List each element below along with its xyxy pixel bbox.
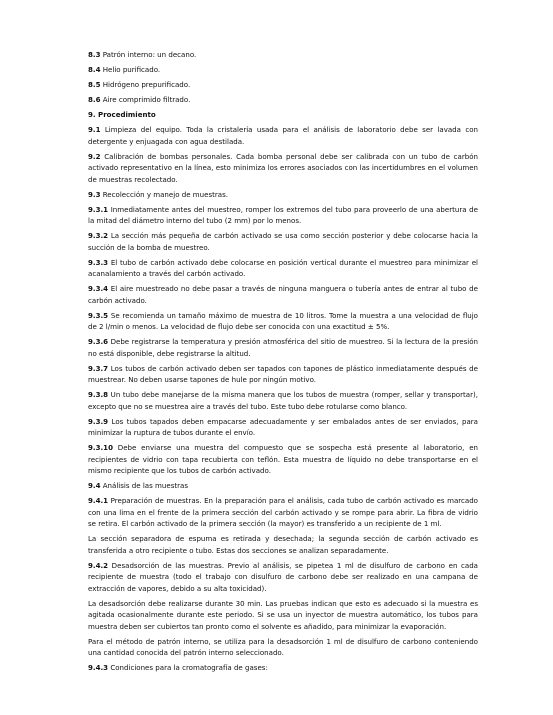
paragraph: [88, 230, 478, 253]
paragraph: [88, 416, 478, 439]
paragraph: [88, 389, 478, 412]
paragraph-text: Debe enviarse una muestra del compuesto que se sospecha está presente al laboratorio, en recipientes de vidrio con tapa recubierta con teflón. Esta muestra de líquido no debe transportarse en el mismo recipiente que los tubos de carbón activado.: [88, 443, 478, 476]
paragraph-text: Aire comprimido filtrado.: [100, 95, 191, 105]
section-number: 8.4: [88, 65, 101, 75]
paragraph-text: Se recomienda un tamaño máximo de muestra de 10 litros. Tome la muestra a una velocidad de flujo de 2 l/min o menos. La velocidad de flujo debe ser conocida con una exactitud ± 5%.: [88, 310, 478, 332]
paragraph: [88, 64, 478, 75]
paragraph: [88, 204, 478, 227]
section-number: 9.4: [88, 481, 101, 491]
paragraph: [88, 598, 478, 632]
paragraph: [88, 79, 478, 90]
paragraph: [88, 442, 478, 476]
paragraph-text: Limpieza del equipo. Toda la cristalería usada para el análisis de laboratorio debe ser lavada con detergente y enjuagada con agua destilada.: [88, 125, 478, 146]
section-number: 9.1: [88, 125, 101, 135]
section-number: 9.4.1: [88, 496, 109, 506]
paragraph: [88, 124, 478, 147]
paragraph-text: Preparación de muestras. En la preparación para el análisis, cada tubo de carbón activado es marcado con una lima en el frente de la primera sección del carbón activado y se rompe para abrir. La fibra de vidrio se retira. El carbón activado de la primera sección (la mayor) es transferido a un recipiente de 1 ml.: [88, 496, 478, 529]
paragraph-text: Helio purificado.: [100, 65, 161, 75]
paragraph-text: Condiciones para la cromatografía de gases:: [108, 663, 268, 673]
paragraph-text: Los tubos de carbón activado deben ser tapados con tapones de plástico inmediatamente después de muestrear. No deben usarse tapones de hule por ningún motivo.: [88, 363, 478, 385]
paragraph-text: El aire muestreado no debe pasar a través de ninguna manguera o tubería antes de entrar al tubo de carbón activado.: [88, 284, 478, 305]
paragraph-text: Análisis de las muestras: [100, 481, 189, 491]
paragraph: [88, 495, 478, 529]
section-number: 9.3.3: [88, 257, 109, 267]
section-number: 9.3.7: [88, 363, 109, 373]
paragraph: [88, 310, 478, 333]
paragraph-text: Patrón interno: un decano.: [100, 50, 197, 59]
section-number: 9.3.8: [88, 390, 109, 400]
section-number: 9.4.3: [88, 663, 109, 673]
paragraph: [88, 257, 478, 280]
paragraph: [88, 283, 478, 306]
document-page: [88, 49, 478, 677]
section-number: 9.3.5: [88, 310, 109, 320]
section-number: 9.3.9: [88, 416, 109, 426]
section-number: 9.3.4: [88, 284, 109, 294]
section-number: 9.3.10: [88, 443, 113, 453]
section-number: 8.3: [88, 50, 101, 59]
paragraph: [88, 636, 478, 659]
paragraph: [88, 151, 478, 185]
section-number: 8.6: [88, 95, 101, 105]
paragraph: [88, 49, 478, 60]
section-number: 9.3.6: [88, 337, 109, 347]
paragraph: [88, 94, 478, 105]
paragraph: [88, 363, 478, 386]
paragraph-text: Los tubos tapados deben empacarse adecuadamente y ser embalados antes de ser enviados, para minimizar la ruptura de tubos durante el envío.: [88, 416, 478, 438]
section-heading: [88, 109, 478, 120]
section-number: 8.5: [88, 80, 101, 90]
section-number: 9.3.1: [88, 204, 109, 214]
section-number: 9.2: [88, 151, 101, 161]
section-number: 9.3.2: [88, 231, 109, 241]
paragraph-text: El tubo de carbón activado debe colocarse en posición vertical durante el muestreo para minimizar el acanalamiento a través del carbón activado.: [88, 257, 478, 279]
paragraph: [88, 662, 478, 673]
paragraph-text: Para el método de patrón interno, se utiliza para la desadsorción 1 ml de disulfuro de carbono conteniendo una cantidad conocida del patrón interno seleccionado.: [88, 636, 478, 658]
paragraph: [88, 533, 478, 556]
paragraph-text: Recolección y manejo de muestras.: [100, 189, 229, 199]
paragraph: [88, 189, 478, 200]
paragraph-text: Debe registrarse la temperatura y presión atmosférica del sitio de muestreo. Si la lectura de la presión no está disponible, debe registrarse la altitud.: [88, 337, 478, 358]
paragraph: [88, 336, 478, 359]
section-number: 9.3: [88, 189, 101, 199]
paragraph: [88, 560, 478, 594]
paragraph-text: La sección más pequeña de carbón activado se usa como sección posterior y debe colocarse hacia la succión de la bomba de muestreo.: [88, 231, 478, 252]
paragraph-text: Un tubo debe manejarse de la misma manera que los tubos de muestra (romper, sellar y transportar), excepto que no se muestrea aire a través del tubo. Este tubo debe rotularse como blanco.: [88, 390, 478, 411]
paragraph-text: La desadsorción debe realizarse durante 30 min. Las pruebas indican que esto es adecuado si la muestra es agitada ocasionalmente durante este periodo. Si se usa un inyector de muestra automático, los tubos para muestra deben ser cubiertos tan pronto como el solvente es añadido, para minimizar la evaporación.: [88, 598, 478, 631]
paragraph-text: Inmediatamente antes del muestreo, romper los extremos del tubo para proveerlo de una abertura de la mitad del diámetro interno del tubo (2 mm) por lo menos.: [88, 204, 478, 226]
paragraph: [88, 480, 478, 491]
section-number: 9.4.2: [88, 560, 109, 570]
section-number: 9. Procedimiento: [88, 110, 156, 120]
paragraph-text: La sección separadora de espuma es retirada y desechada; la segunda sección de carbón activado es transferida a otro recipiente o tubo. Estas dos secciones se analizan separadamente.: [88, 534, 478, 555]
paragraph-text: Hidrógeno prepurificado.: [100, 80, 191, 90]
paragraph-text: Desadsorción de las muestras. Previo al análisis, se pipetea 1 ml de disulfuro de carbono en cada recipiente de muestra (todo el trabajo con disulfuro de carbono debe ser realizado en una campana de extracción de vapores, debido a su alta toxicidad).: [88, 560, 478, 593]
paragraph-text: Calibración de bombas personales. Cada bomba personal debe ser calibrada con un tubo de carbón activado representativo en la línea, esto minimiza los errores asociados con las incertidumbres en el volumen de muestras recolectado.: [88, 151, 478, 184]
